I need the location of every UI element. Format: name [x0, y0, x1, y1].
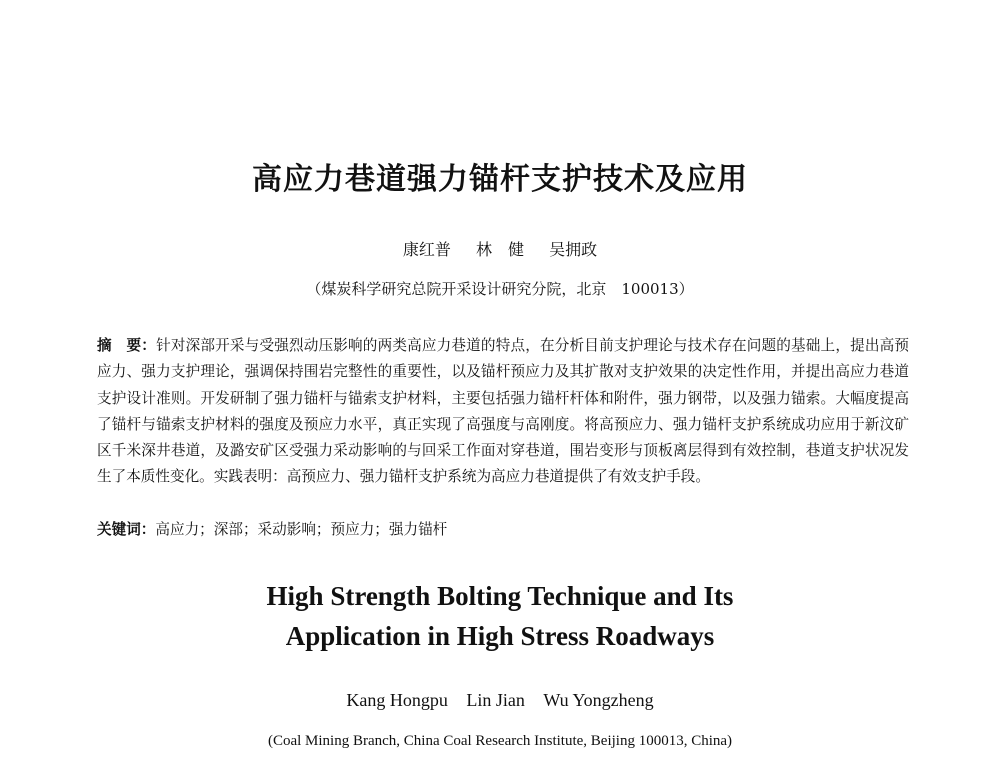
english-authors [0, 688, 1000, 712]
chinese-keywords [97, 518, 909, 542]
keywords-text: 高应力；深部；采动影响；预应力；强力锚杆 [155, 521, 448, 538]
author-kang-cn: 康红普 [402, 240, 451, 259]
abstract-text: 针对深部开采与受强烈动压影响的两类高应力巷道的特点，在分析目前支护理论与技术存在问题的基础上，提出高预应力、强力支护理论，强调保持围岩完整性的重要性，以及锚杆预应力及其扩散对支护效果的决定性作用，并提出高应力巷道支护设计准则。开发研制了强力锚杆与锚索支护材料，主要包括强力锚杆杆体和附件，强力钢带，以及强力锚索。大幅度提高了锚杆与锚索支护材料的强度及预应力水平，真正实现了高强度与高刚度。将高预应力、强力锚杆支护系统成功应用于新汶矿区千米深井巷道，及潞安矿区受强力采动影响的与回采工作面对穿巷道，围岩变形与顶板离层得到有效控制，巷道支护状况发生了本质性变化。实践表明：高预应力、强力锚杆支护系统为高应力巷道提供了有效支护手段。 [97, 337, 909, 486]
chinese-title: 高应力巷道强力锚杆支护技术及应用 [252, 162, 748, 197]
english-affiliation: (Coal Mining Branch, China Coal Research Institute, Beijing 100013, China) [267, 733, 733, 749]
chinese-abstract [97, 333, 909, 491]
english-title-line-2: Application in High Stress Roadways [285, 621, 715, 651]
author-lin-cn: 林 健 [475, 240, 524, 259]
author-kang-en: Kang Hongpu [346, 690, 448, 710]
chinese-authors [0, 238, 1000, 262]
author-lin-en: Lin Jian [466, 690, 525, 710]
english-title [0, 576, 1000, 656]
abstract-label: 摘 要： [97, 337, 157, 354]
chinese-affiliation: （煤炭科学研究总院开采设计研究分院，北京 100013） [306, 280, 694, 298]
author-wu-cn: 吴拥政 [549, 240, 598, 259]
keywords-label: 关键词： [97, 521, 156, 538]
english-title-line-1: High Strength Bolting Technique and Its [266, 581, 734, 611]
author-wu-en: Wu Yongzheng [543, 690, 654, 710]
